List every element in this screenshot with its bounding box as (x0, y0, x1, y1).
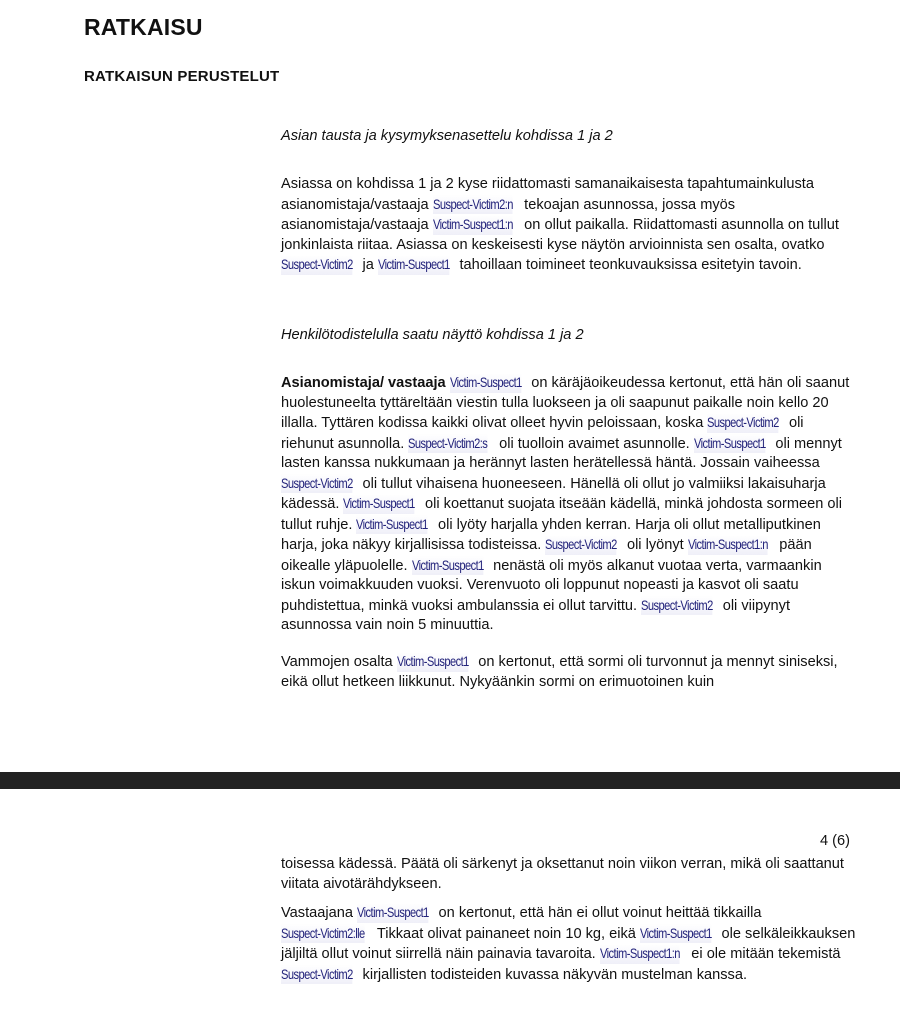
redacted-name: Suspect-Victim2 (281, 255, 353, 275)
redacted-name: Victim-Suspect1 (378, 255, 450, 275)
redacted-name: Victim-Suspect1:n (600, 944, 680, 964)
section-heading: RATKAISUN PERUSTELUT (84, 68, 280, 85)
page-number: 4 (6) (820, 833, 851, 849)
redacted-name: Suspect-Victim2 (641, 596, 713, 616)
paragraph-background: Asiassa on kohdissa 1 ja 2 kyse riidattomasti samanaikaisesta tapahtumainkulusta asianomistaja/vastaaja Suspect-Victim2:n tekoajan asunnossa, jossa myös asianomistaja/vastaaja Victim-Suspect1:n on ollut paikalla. Riidattomasti asunnolla on tullut jonkinlaista riitaa. Asiassa on keskeisesti kyse näytön arvioinnista sen osalta, ovatko Suspect-Victim2 ja Victim-Suspect1 tahoillaan toimineet teonkuvauksissa esitetyin tavoin. (281, 176, 839, 273)
page-separator (0, 772, 900, 789)
redacted-name: Suspect-Victim2 (707, 413, 779, 433)
redacted-name: Victim-Suspect1 (397, 652, 469, 672)
document-page-2 (0, 789, 900, 1022)
redacted-name: Suspect-Victim2 (281, 965, 353, 985)
paragraph-defendant: Vastaajana Victim-Suspect1 on kertonut, että hän ei ollut voinut heittää tikkailla Suspect-Victim2:lle Tikkaat olivat painaneet noin 10 kg, eikä Victim-Suspect1 ole selkäleikkauksen jäljiltä ollut voinut siirrellä näin painavia tavaroita. Victim-Suspect1:n ei ole mitään tekemistä Suspect-Victim2 kirjallisten todisteiden kuvassa näkyvän mustelman kanssa. (281, 905, 856, 983)
redacted-name: Victim-Suspect1 (450, 373, 522, 393)
redacted-name: Victim-Suspect1:n (433, 215, 513, 235)
subsection-heading-1: Asian tausta ja kysymyksenasettelu kohdissa 1 ja 2 (281, 128, 613, 144)
redacted-name: Victim-Suspect1 (343, 494, 415, 514)
redacted-name: Victim-Suspect1:n (688, 535, 768, 555)
redacted-name: Suspect-Victim2 (281, 474, 353, 494)
redacted-name: Suspect-Victim2 (545, 535, 617, 555)
redacted-name: Suspect-Victim2:lle (281, 924, 365, 944)
redacted-name: Victim-Suspect1 (694, 434, 766, 454)
redacted-name: Victim-Suspect1 (357, 903, 429, 923)
redacted-name: Victim-Suspect1 (640, 924, 712, 944)
page-title: RATKAISU (84, 14, 203, 40)
redacted-name: Victim-Suspect1 (356, 515, 428, 535)
subsection-heading-2: Henkilötodistelulla saatu näyttö kohdissa 1 ja 2 (281, 327, 584, 343)
redacted-name: Suspect-Victim2:s (408, 434, 487, 454)
paragraph-testimony: Asianomistaja/ vastaaja Victim-Suspect1 on käräjäoikeudessa kertonut, että hän oli saanut huolestuneelta tyttäreltään viestin tulla luokseen ja oli saapunut paikalle noin kello 20 illalla. Tyttären kodissa kaikki olivat olleet hyvin peloissaan, koska Suspect-Victim2 oli riehunut asunnolla. Suspect-Victim2:s oli tuolloin avaimet asunnolle. Victim-Suspect1 oli mennyt lasten kanssa nukkumaan ja herännyt lasten herätellessä häntä. Jossain vaiheessa Suspect-Victim2 oli tullut vihaisena huoneeseen. Hänellä oli ollut jo valmiiksi lakaisuharja kädessä. Victim-Suspect1 oli koettanut suojata itseään kädellä, minkä johdosta sormeen oli tullut ruhje. Victim-Suspect1 oli lyöty harjalla yhden kerran. Harja oli ollut metalliputkinen harja, joka näkyy kirjallisissa todisteissa. Suspect-Victim2 oli lyönyt Victim-Suspect1:n pään oikealle yläpuolelle. Victim-Suspect1 nenästä oli myös alkanut vuotaa verta, varmaankin iskun voimakkuuden vuoksi. Verenvuoto oli loppunut nopeasti ja kasvot oli saatu puhdistettua, minkä vuoksi ambulanssia ei ollut tarvittu. Suspect-Victim2 oli viipynyt asunnossa vain noin 5 minuuttia. (281, 375, 850, 633)
redacted-name: Suspect-Victim2:n (433, 195, 513, 215)
redacted-name: Victim-Suspect1 (412, 556, 484, 576)
paragraph-continued: toisessa kädessä. Päätä oli särkenyt ja oksettanut noin viikon verran, mikä oli saattanut viitata aivotärähdykseen. (281, 856, 844, 892)
paragraph-injuries: Vammojen osalta Victim-Suspect1 on kertonut, että sormi oli turvonnut ja mennyt siniseksi, eikä ollut hetkeen liikkunut. Nykyäänkin sormi on erimuotoinen kuin (281, 654, 838, 690)
